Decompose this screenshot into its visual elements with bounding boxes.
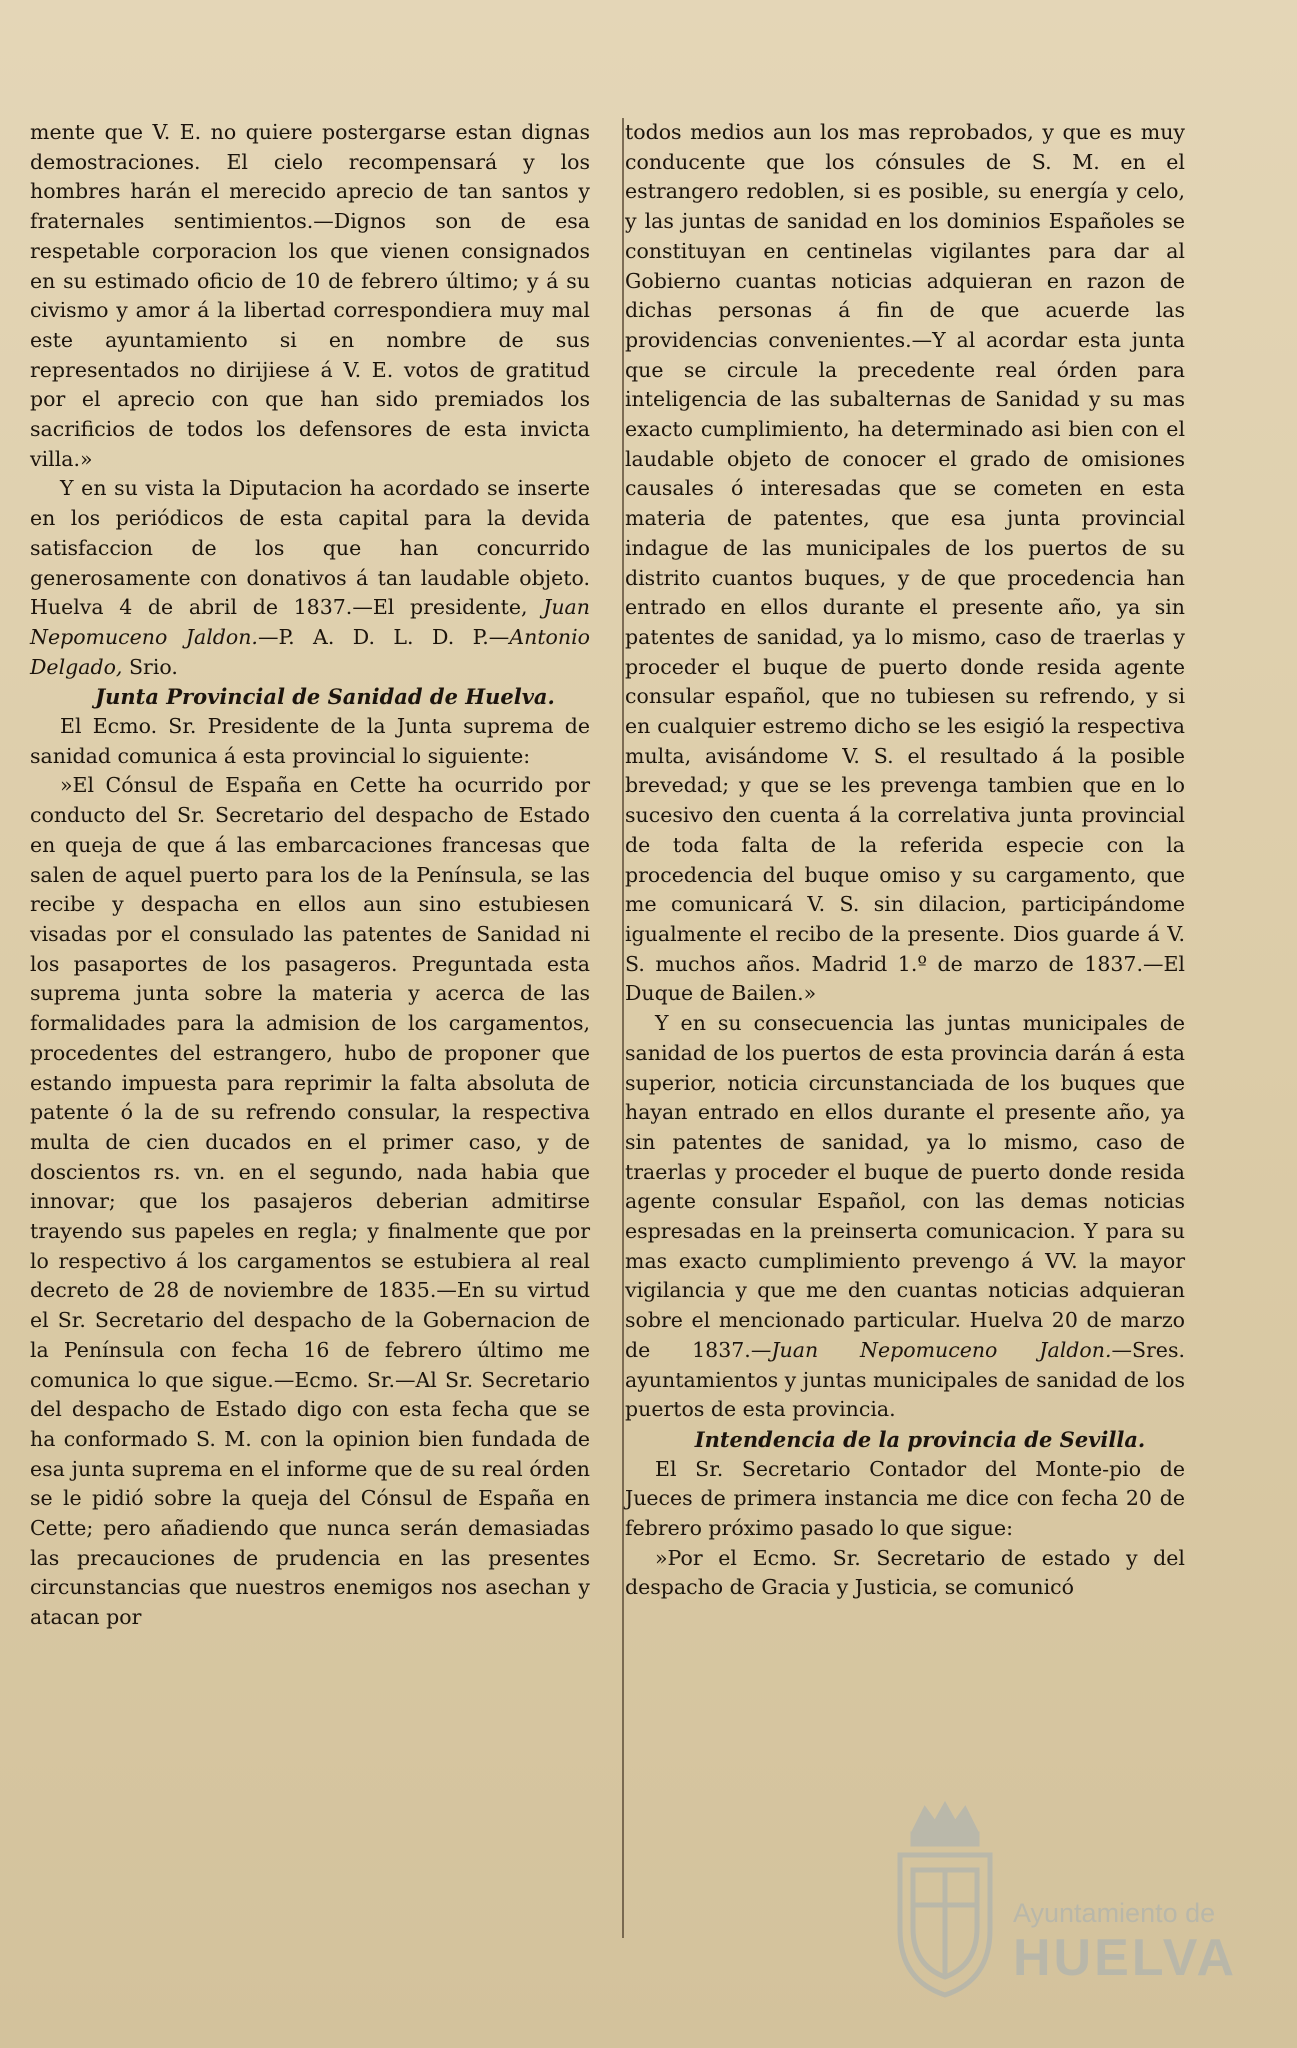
- right-paragraph-4: »Por el Ecmo. Sr. Secretario de estado y del despacho de Gracia y Justicia, se comunicó: [625, 1545, 1185, 1600]
- coat-of-arms-icon: [885, 1800, 1005, 2000]
- column-divider: [622, 118, 624, 1938]
- right-column: [625, 118, 1185, 1633]
- left-paragraph-3: El Ecmo. Sr. Presidente de la Junta suprema de sanidad comunica á esta provincial lo siguiente:: [30, 714, 590, 768]
- signature-jaldon: Juan Nepomuceno Jaldon.: [771, 1337, 1112, 1362]
- watermark-line-2: HUELVA: [1013, 1929, 1238, 1987]
- ayuntamiento-huelva-watermark: [885, 1788, 1238, 2008]
- left-paragraph-1: mente que V. E. no quiere postergarse estan dignas demostraciones. El cielo recompensará y los hombres harán el merecido aprecio de tan santos y fraternales sentimientos.—Dignos son de esa respetable corporacion los que vienen consignados en su estimado oficio de 10 de febrero último; y á su civismo y amor á la libertad correspondiera muy mal este ayuntamiento si en nombre de sus representados no dirijiese á V. E. votos de gratitud por el aprecio con que han sido premiados los sacrificios de todos los defensores de esta invicta villa.»: [30, 120, 590, 471]
- right-paragraph-1: todos medios aun los mas reprobados, y que es muy conducente que los cónsules de S. M. en el estrangero redoblen, si es posible, su energía y celo, y las juntas de sanidad en los dominios Españoles se constituyan en centinelas vigilantes para dar al Gobierno cuantas noticias adquieran en razon de dichas personas á fin de que acuerde las providencias convenientes.—Y al acordar esta junta que se circule la precedente real órden para inteligencia de las subalternas de Sanidad y su mas exacto cumplimiento, ha determinado asi bien con el laudable objeto de conocer el grado de omisiones causales ó interesadas que se cometen en esta materia de patentes, que esa junta provincial indague de las municipales de los puertos de su distrito cuantos buques, y de que procedencia han entrado en ellos durante el presente año, ya sin patentes de sanidad, ya lo mismo, caso de traerlas y proceder el buque de puerto donde resida agente consular español, que no tubiesen su refrendo, y si en cualquier estremo dicho se les esigió la respectiva multa, avisándome V. S. el resultado á la posible brevedad; y que se les prevenga tambien que en lo sucesivo den cuenta á la correlativa junta provincial de toda falta de la referida especie con la procedencia del buque omiso y su cargamento, que me comunicará V. S. sin dilacion, participándome igualmente el recibo de la presente. Dios guarde á V. S. muchos años. Madrid 1.º de marzo de 1837.—El Duque de Bailen.»: [625, 120, 1185, 1006]
- signature-president: Juan Nepomuceno Jaldon.: [30, 595, 590, 649]
- watermark-line-1: Ayuntamiento de: [1013, 1898, 1216, 1928]
- left-column: [28, 118, 590, 1633]
- two-column-text: [28, 118, 1231, 1633]
- section-heading-intendencia: Intendencia de la provincia de Sevilla.: [694, 1426, 1146, 1452]
- right-paragraph-3: El Sr. Secretario Contador del Monte-pio de Jueces de primera instancia me dice con fecha 20 de febrero próximo pasado lo que sigue:: [625, 1456, 1185, 1541]
- right-paragraph-2: Y en su consecuencia las juntas municipales de sanidad de los puertos de esta provincia darán á esta superior, noticia circunstanciada de los buques que hayan entrado en ellos durante el presente año, ya sin patentes de sanidad, ya lo mismo, caso de traerlas y proceder el buque de puerto donde resida agente consular Español, con las demas noticias espresadas en la preinserta comunicacion. Y para su mas exacto cumplimiento prevengo á VV. la mayor vigilancia y que me den cuantas noticias adquieran sobre el mencionado particular. Huelva 20 de marzo de 1837.—Juan Nepomuceno Jaldon.—Sres. ayuntamientos y juntas municipales de sanidad de los puertos de esta provincia.: [625, 1011, 1185, 1422]
- left-paragraph-4: »El Cónsul de España en Cette ha ocurrido por conducto del Sr. Secretario del despacho de Estado en queja de que á las embarcaciones francesas que salen de aquel puerto para los de la Península, se las recibe y despacha en ellos aun sino estubiesen visadas por el consulado las patentes de Sanidad ni los pasaportes de los pasageros. Preguntada esta suprema junta sobre la materia y acerca de las formalidades para la admision de los cargamentos, procedentes del estrangero, hubo de proponer que estando impuesta para reprimir la falta absoluta de patente ó la de su refrendo consular, la respectiva multa de cien ducados en el primer caso, y de doscientos rs. vn. en el segundo, nada habia que innovar; que los pasajeros deberian admitirse trayendo sus papeles en regla; y finalmente que por lo respectivo á los cargamentos se estubiera al real decreto de 28 de noviembre de 1835.—En su virtud el Sr. Secretario del despacho de la Gobernacion de la Península con fecha 16 de febrero último me comunica lo que sigue.—Ecmo. Sr.—Al Sr. Secretario del despacho de Estado digo con esta fecha que se ha conformado S. M. con la opinion bien fundada de esa junta suprema en el informe que de su real órden se le pidió sobre la queja del Cónsul de España en Cette; pero añadiendo que nunca serán demasiadas las precauciones de prudencia en las presentes circunstancias que nuestros enemigos nos asechan y atacan por: [30, 773, 590, 1630]
- section-heading-junta-sanidad: Junta Provincial de Sanidad de Huelva.: [95, 684, 555, 710]
- left-paragraph-2: Y en su vista la Diputacion ha acordado se inserte en los periódicos de esta capital para la devida satisfaccion de los que han concurrido generosamente con donativos á tan laudable objeto. Huelva 4 de abril de 1837.—El presidente, Juan Nepomuceno Jaldon.—P. A. D. L. D. P.—Antonio Delgado, Srio.: [30, 476, 591, 679]
- signature-secretary: Antonio Delgado,: [30, 624, 591, 679]
